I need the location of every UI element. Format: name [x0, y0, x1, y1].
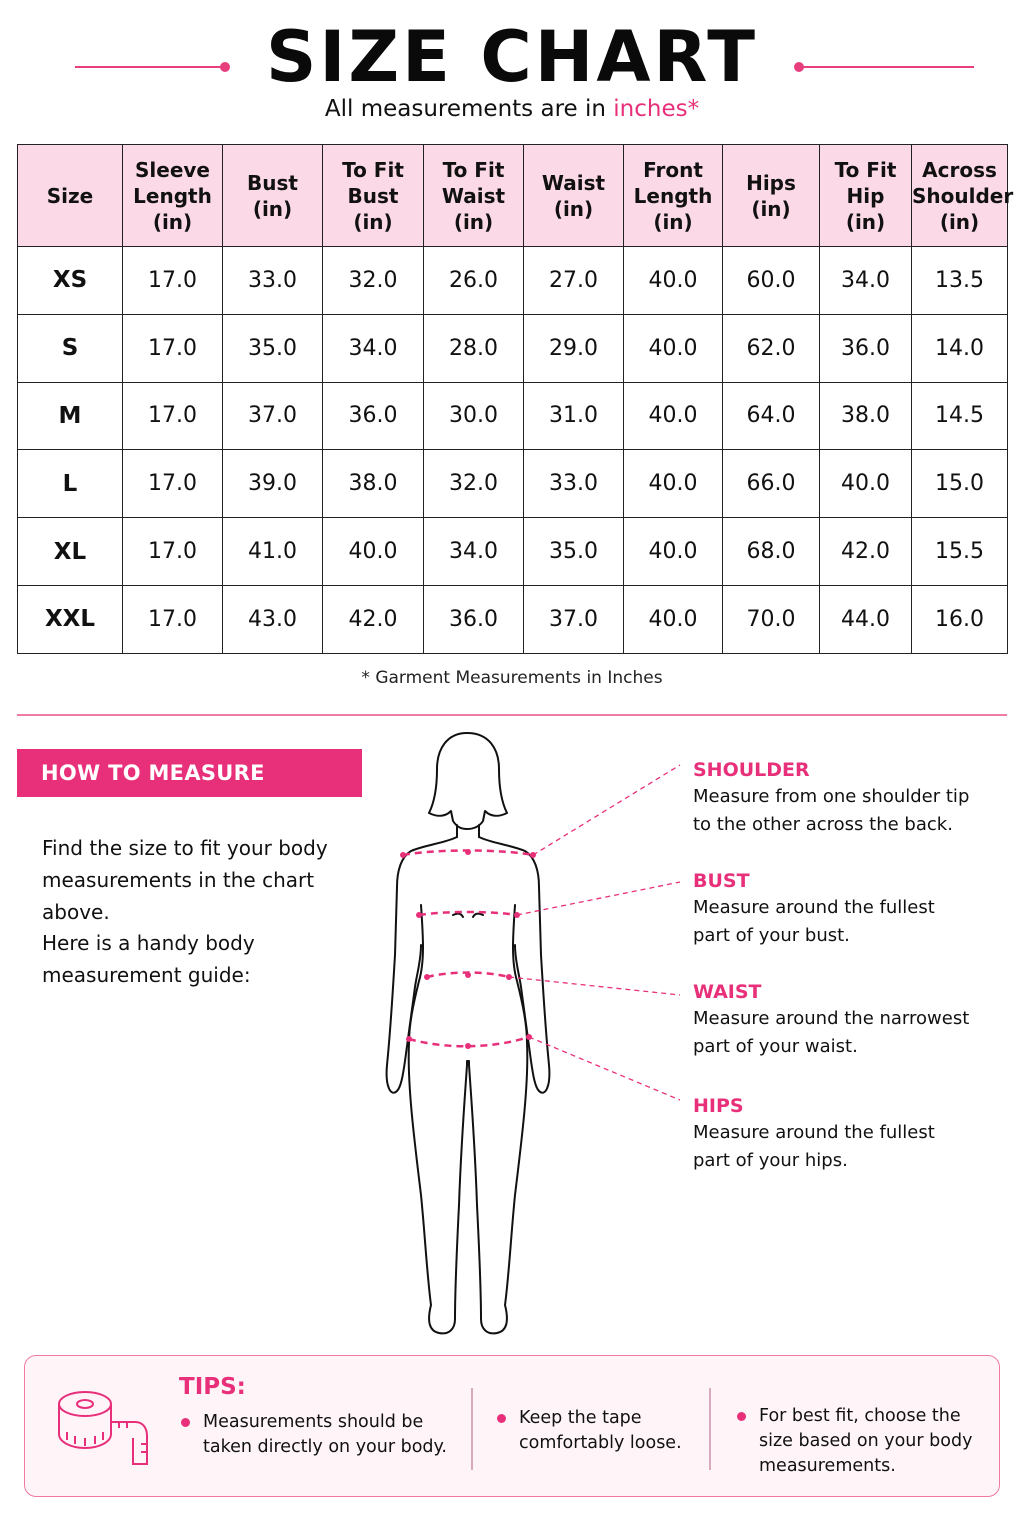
table-cell: 17.0: [123, 314, 223, 382]
column-header-line: (in): [453, 209, 494, 234]
column-header: [820, 145, 912, 247]
table-cell: 40.0: [624, 585, 723, 653]
table-cell: 16.0: [912, 585, 1008, 653]
table-cell: 40.0: [624, 247, 723, 315]
table-cell: 14.0: [912, 314, 1008, 382]
table-row: [18, 247, 1008, 315]
column-header-line: Length: [133, 183, 212, 208]
table-row: [18, 314, 1008, 382]
table-cell: 40.0: [820, 450, 912, 518]
column-header: [624, 145, 723, 247]
measure-desc-line: part of your hips.: [693, 1150, 848, 1171]
table-cell: 30.0: [424, 382, 524, 450]
table-header-row: [18, 145, 1008, 247]
measure-title: SHOULDER: [693, 759, 810, 781]
table-cell: 36.0: [424, 585, 524, 653]
table-cell: 35.0: [524, 518, 624, 586]
tips-box: [24, 1355, 1000, 1497]
table-cell: 28.0: [424, 314, 524, 382]
table-row: [18, 585, 1008, 653]
table-cell: 31.0: [524, 382, 624, 450]
table-cell: 40.0: [323, 518, 424, 586]
column-header-line: Waist: [541, 170, 606, 195]
measure-desc-line: Measure around the fullest: [693, 1122, 935, 1143]
column-header-line: Bust: [247, 170, 298, 195]
table-cell: 37.0: [524, 585, 624, 653]
column-header: [723, 145, 820, 247]
intro-text-1: Find the size to fit your body measurements in the chart above.: [42, 836, 328, 924]
column-header: [524, 145, 624, 247]
measure-title: HIPS: [693, 1095, 744, 1117]
table-row: [18, 382, 1008, 450]
tip-item: Keep the tape comfortably loose.: [495, 1406, 725, 1456]
measure-desc-line: Measure around the narrowest: [693, 1008, 970, 1029]
table-cell: 68.0: [723, 518, 820, 586]
table-cell: 38.0: [323, 450, 424, 518]
table-cell: 40.0: [624, 382, 723, 450]
header: [0, 0, 1024, 135]
column-header-line: To Fit: [342, 157, 404, 182]
size-label-cell: L: [18, 450, 123, 518]
measure-title: BUST: [693, 870, 750, 892]
table-cell: 34.0: [424, 518, 524, 586]
measure-desc-line: Measure from one shoulder tip: [693, 786, 970, 807]
size-label-cell: XXL: [18, 585, 123, 653]
tip-separator: [471, 1388, 473, 1470]
table-cell: 44.0: [820, 585, 912, 653]
column-header: [912, 145, 1014, 247]
section-divider: [17, 714, 1007, 716]
measure-desc-line: part of your waist.: [693, 1036, 858, 1057]
table-cell: 34.0: [323, 314, 424, 382]
table-cell: 39.0: [223, 450, 323, 518]
column-header: [123, 145, 223, 247]
tip-item: For best fit, choose the size based on your body measurements.: [735, 1404, 995, 1479]
measure-desc-line: part of your bust.: [693, 925, 850, 946]
table-cell: 64.0: [723, 382, 820, 450]
column-header-line: (in): [939, 209, 980, 234]
table-cell: 13.5: [912, 247, 1008, 315]
column-header-line: Sleeve: [135, 157, 210, 182]
subtitle: [0, 96, 1024, 122]
table-row: [18, 450, 1008, 518]
title-line-right: [800, 66, 974, 68]
table-cell: 66.0: [723, 450, 820, 518]
column-header-line: (in): [152, 209, 193, 234]
table-cell: 29.0: [524, 314, 624, 382]
table-cell: 17.0: [123, 382, 223, 450]
table-cell: 26.0: [424, 247, 524, 315]
size-label-cell: XL: [18, 518, 123, 586]
column-header-line: (in): [845, 209, 886, 234]
table-cell: 33.0: [223, 247, 323, 315]
column-header-line: (in): [353, 209, 393, 234]
table-cell: 35.0: [223, 314, 323, 382]
footnote: * Garment Measurements in Inches: [361, 668, 663, 688]
column-header-line: To Fit: [442, 157, 505, 182]
table-cell: 62.0: [723, 314, 820, 382]
column-header-line: Across: [922, 157, 997, 182]
table-cell: 17.0: [123, 518, 223, 586]
column-header: [223, 145, 323, 247]
table-cell: 40.0: [624, 314, 723, 382]
table-cell: 42.0: [820, 518, 912, 586]
table-cell: 36.0: [820, 314, 912, 382]
column-header-line: Front: [643, 157, 703, 182]
body-outline-icon: [375, 725, 575, 1345]
column-header-line: (in): [653, 209, 693, 234]
table-cell: 37.0: [223, 382, 323, 450]
subtitle-text: All measurements are in: [324, 96, 614, 122]
page-title: SIZE CHART: [265, 16, 759, 98]
column-header-line: Bust: [347, 183, 399, 208]
column-header-line: Shoulder: [912, 183, 1014, 208]
table-cell: 15.5: [912, 518, 1008, 586]
table-cell: 40.0: [624, 518, 723, 586]
measure-waist: [693, 979, 993, 1061]
table-cell: 32.0: [424, 450, 524, 518]
tips-title: TIPS:: [179, 1374, 246, 1400]
measure-bust: [693, 868, 993, 950]
measure-desc-line: Measure around the fullest: [693, 897, 935, 918]
measure-hips: [693, 1093, 993, 1175]
table-cell: 40.0: [624, 450, 723, 518]
table-row: [18, 518, 1008, 586]
subtitle-accent: inches*: [613, 96, 700, 122]
measuring-tape-icon: [55, 1382, 155, 1472]
table-cell: 43.0: [223, 585, 323, 653]
table-cell: 41.0: [223, 518, 323, 586]
table-cell: 17.0: [123, 585, 223, 653]
measure-title: WAIST: [693, 981, 762, 1003]
table-cell: 14.5: [912, 382, 1008, 450]
column-header: [18, 145, 123, 247]
column-header-line: Size: [46, 183, 94, 208]
how-to-measure-badge: HOW TO MEASURE YOURSELF: [17, 749, 362, 797]
table-cell: 42.0: [323, 585, 424, 653]
table-cell: 32.0: [323, 247, 424, 315]
table-body: [18, 247, 1008, 654]
table-cell: 15.0: [912, 450, 1008, 518]
size-label-cell: M: [18, 382, 123, 450]
measure-shoulder: [693, 757, 993, 839]
tip-separator: [709, 1388, 711, 1470]
intro-text-2: Here is a handy body measurement guide:: [42, 931, 255, 987]
table-cell: 70.0: [723, 585, 820, 653]
table-cell: 36.0: [323, 382, 424, 450]
column-header: [424, 145, 524, 247]
tip-item: Measurements should be taken directly on your body.: [179, 1410, 469, 1460]
size-label-cell: S: [18, 314, 123, 382]
column-header-line: Waist: [441, 183, 506, 208]
size-table: [17, 144, 1014, 654]
table-cell: 27.0: [524, 247, 624, 315]
table-cell: 17.0: [123, 247, 223, 315]
measure-desc-line: to the other across the back.: [693, 814, 953, 835]
column-header-line: Length: [633, 183, 713, 208]
column-header-line: (in): [553, 196, 594, 221]
table-cell: 17.0: [123, 450, 223, 518]
table-cell: 34.0: [820, 247, 912, 315]
column-header-line: Hips: [746, 170, 796, 195]
table-cell: 33.0: [524, 450, 624, 518]
column-header-line: Hip: [846, 183, 885, 208]
table-cell: 38.0: [820, 382, 912, 450]
column-header-line: (in): [252, 196, 293, 221]
size-label-cell: XS: [18, 247, 123, 315]
column-header: [323, 145, 424, 247]
table-cell: 60.0: [723, 247, 820, 315]
column-header-line: To Fit: [834, 157, 897, 182]
column-header-line: (in): [751, 196, 791, 221]
